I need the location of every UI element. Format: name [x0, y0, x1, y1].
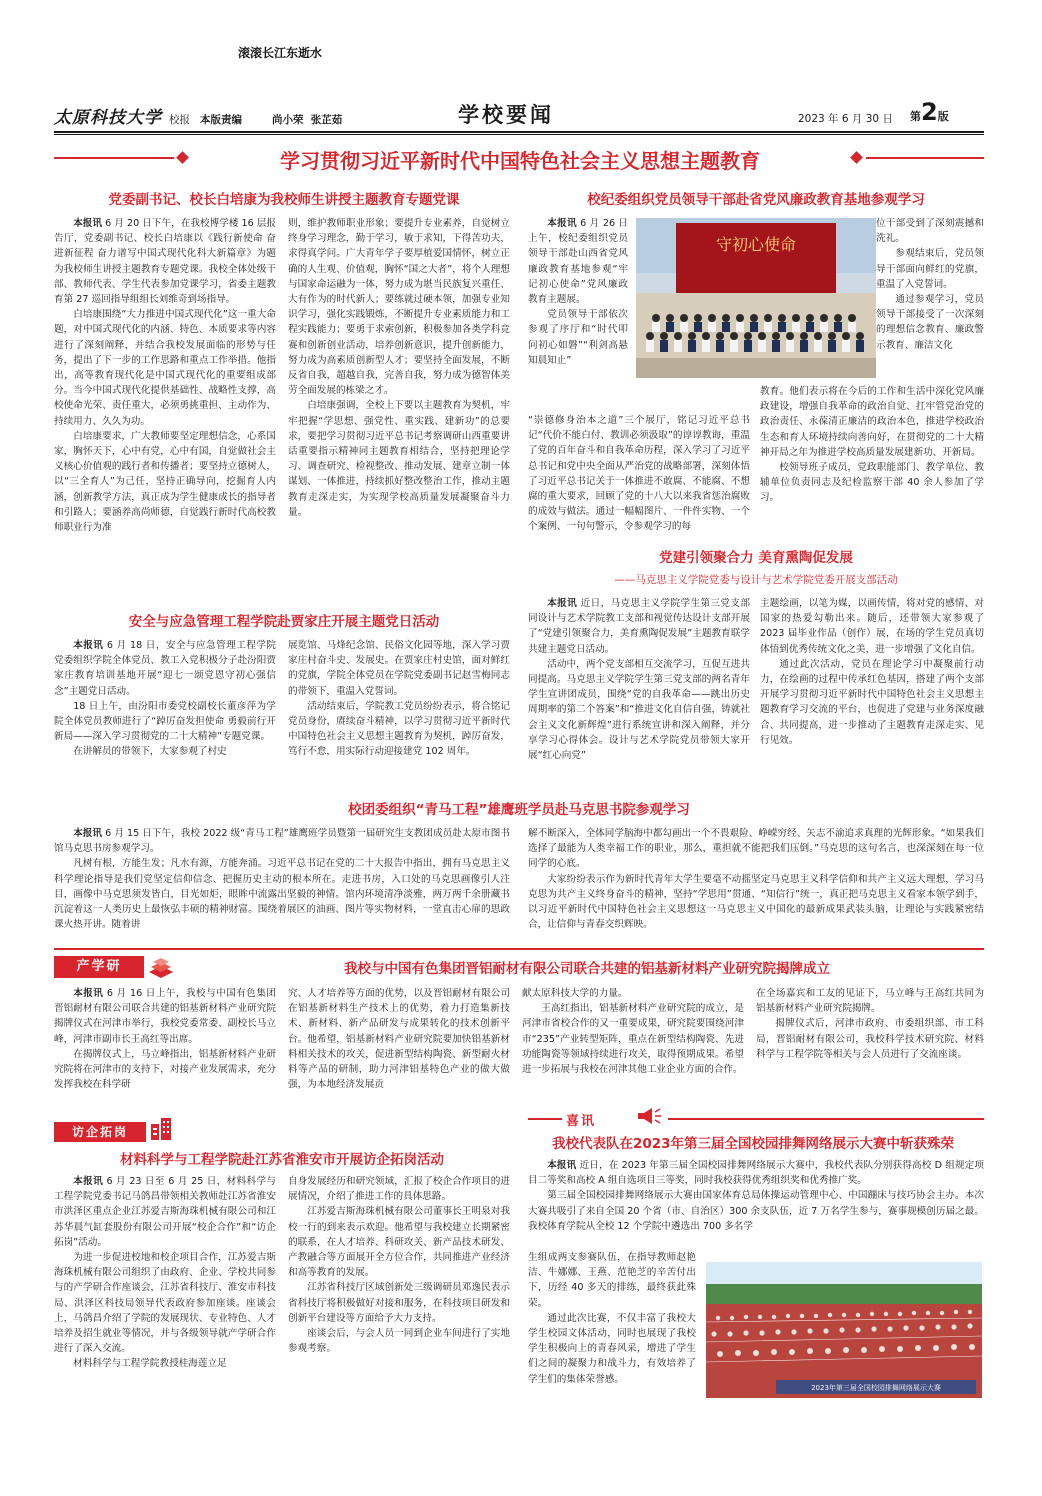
paragraph: 在揭牌仪式上，马立峰指出，铝基新材料产业研究院将在河津市的支持下，对接产业发展需求，充分发挥我校在科学研 — [54, 1048, 276, 1091]
article-6-col-3 — [522, 986, 744, 1108]
paper-name: 太原科技大学 — [54, 108, 162, 128]
paragraph: 揭牌仪式后，河津市政府、市委组织部、市工科局，晋铝耐材有限公司，我校科学技术研究院、材料科学与工程学院等相关与会人员进行了交流座谈。 — [756, 1018, 984, 1060]
banner-right-dot — [850, 151, 863, 164]
paragraph: 本报讯 近日，马克思主义学院学生第三党支部同设计与艺术学院教工支部和视觉传达设计支部开展了“党建引领聚合力，美育熏陶促发展”主题教育联学共建主题党日活动。 — [528, 598, 750, 655]
article-4-col-2 — [760, 596, 984, 794]
masthead-rule — [54, 131, 984, 133]
tag-chanxueyan: 产学研 — [54, 956, 144, 978]
issue-date: 2023 年 6 月 30 日 — [798, 113, 893, 125]
banner-right-line — [866, 157, 984, 159]
paragraph: 则，维护教师职业形象；要提升专业素养，自觉树立终身学习理念，勤于学习，敏于求知，下得苦功夫，求得真学问。广大青年学子要厚植爱国情怀，树立正确的人生观、价值观，胸怀“国之大者”，将个人理想与国家命运融为一体，努力成为堪当民族复兴重任、大有作为的时代新人；要练就过硬本领，加强专业知识学习，强化实践锻炼，不断提升专业素质能力和工程实践能力；要勇于求索创新，积极参加各类学科竞赛和创新创业活动，培养创新意识，提升创新能力，努力成为高素质创新型人才；要坚持全面发展，不断反省自我，超越自我，完善自我，努力成为德智体美劳全面发展的栋梁之才。 — [288, 218, 510, 397]
banner-left-dot — [176, 151, 189, 164]
article-2-title: 校纪委组织党员领导干部赴省党风廉政教育基地参观学习 — [587, 192, 925, 208]
section-divider — [54, 948, 984, 950]
paragraph: 教育。他们表示将在今后的工作和生活中深化党风廉政建设，增强自我革命的政治自觉、扛牢管党治党的政治责任、永葆清正廉洁的政治本色，推进学校政治生态和育人环境持续向善向好，在贯彻党的二十大精神开局之年为推进学校高质量发展建新功、开新局。 — [760, 386, 984, 458]
article-8-full — [528, 1158, 984, 1250]
article-4-title: 党建引领聚合力 美育熏陶促发展 — [659, 550, 853, 566]
article-6-title: 我校与中国有色集团晋铝耐材有限公司联合共建的铝基新材料产业研究院揭牌成立 — [344, 961, 830, 977]
paragraph: 在讲解员的带领下，大家参观了村史 — [73, 746, 227, 758]
photo-banner-text: 守初心使命 — [715, 235, 797, 254]
paragraph: 本报讯 6 月 20 日下午，在我校博学楼 16 层报告厅，党委副书记、校长白培康以《践行新使命 奋进新征程 奋力谱写中国式现代化科大新篇章》为题为我校师生讲授主题教育专题党课。我校全体处级干部、教师代表、学生代表参加党课学习，省委主题教育第 27 巡回指导组组长刘维奇到场指导。 — [54, 218, 276, 306]
paragraph: 参观结束后，党员领导干部面向鲜红的党旗，重温了入党誓词。 — [876, 248, 984, 290]
article-3-col-1 — [54, 638, 276, 796]
paragraph: 展览馆、马烽纪念馆、民俗文化园等地，深入学习贾家庄村奋斗史、发展史。在贾家庄村史馆，面对鲜红的党旗，学院全体党员在学院党委副书记赵雪梅同志的带领下，重温入党誓词。 — [288, 640, 510, 697]
article-7-title: 材料科学与工程学院赴江苏省淮安市开展访企拓岗活动 — [120, 1152, 444, 1168]
top-label: 滚滚长江东逝水 — [238, 46, 323, 60]
masthead-rule-thin — [54, 134, 984, 135]
article-2-col-2b — [760, 384, 984, 541]
article-5-col-2 — [528, 826, 984, 944]
article-6-col-4 — [756, 986, 984, 1108]
paragraph: 为进一步促进校地和校企项目合作，江苏爱吉斯海珠机械有限公司组织了由政府、企业、学校共同参与的产学研合作座谈会，江苏省科技厅、淮安市科技局、洪泽区科技局领导代表政府参加座谈。座谈会上，马鸽昌介绍了学院的发展现状、专业特色、人才培养及招生就业等情况，并与各级领导就产学研合作进行了深入交流。 — [54, 1252, 276, 1355]
paragraph: 本报讯 6 月 16 日上午，我校与中国有色集团晋铝耐材有限公司联合共建的铝基新材料产业研究院揭牌仪式在河津市举行，我校党委常委、副校长马立峰，河津市副市长王高红等出席。 — [54, 988, 276, 1045]
xixun-line-right — [668, 1118, 984, 1120]
paragraph: 第三届全国校园排舞网络展示大赛由国家体育总局体操运动管理中心、中国蹦床与技巧协会主办。本次大赛共吸引了来自全国 20 个省（市、自治区）300 余支队伍，近 7 万名学生参与，赛事规模创历届之最。我校体育学院从全校 12 个学院中遴选出 700 多名学 — [528, 1190, 984, 1232]
photo-caption: 2023年第三届全国校园排舞网络展示大赛 — [811, 1384, 941, 1392]
paragraph: 在全场嘉宾和工友的见证下，马立峰与王高红共同为铝基新材料产业研究院揭牌。 — [756, 988, 984, 1015]
paragraph: 位干部受到了深刻震撼和洗礼。 — [876, 218, 984, 245]
tag-fangqi: 访企拓岗 — [54, 1122, 146, 1142]
paragraph: 座谈会后，与会人员一同到企业车间进行了实地参观考察。 — [288, 1328, 510, 1355]
paragraph: 材料科学与工程学院教授桂海莲立足 — [73, 1358, 227, 1370]
paragraph: 白培康要求，广大教师要坚定理想信念，心系国家，胸怀天下，心中有党，心中有国，自觉做社会主义核心价值观的践行者和传播者；要坚持立德树人，以“三全育人”为己任，坚持正确导向，挖掘育人内涵，创新教学方法，真正成为学生健康成长的指导者和引路人；要涵养高尚师德，自觉践行新时代高校教师职业行为准 — [54, 430, 276, 534]
paragraph: 江苏省科技厅区域创新处三级调研员邓逸民表示省科技厅将积极做好对接和服务，在科技项目研发和创新平台建设等方面给予大力支持。 — [288, 1282, 510, 1324]
paragraph: 本报讯 6 月 23 日至 6 月 25 日，材料科学与工程学院党委书记马鸽昌带领相关教师赴江苏省淮安市洪泽区重点企业江苏爱吉斯海珠机械有限公司和江苏华晨气缸套股份有限公司开展“校企合作”和“访企拓岗”活动。 — [54, 1176, 276, 1248]
paragraph: 校领导班子成员，党政职能部门、教学单位、教辅单位负责同志及纪检监察干部 40 余人参加了学习。 — [760, 462, 984, 504]
article-2-col-1 — [528, 216, 628, 413]
editors: 尚小荣 张芷茹 — [272, 114, 343, 126]
paragraph: 究、人才培养等方面的优势，以及晋铝耐材有限公司在铝基新材料生产技术上的优势，着力打造集新技术、新材料、新产品研发与成果转化的技术创新平台。他希望，铝基新材料产业研究院要加快铝基新材料相关技术的攻关，促进新型结构陶瓷、新型耐火材料等产品的研制，助力河津铝基特色产业的做大做强，为本地经济发展贡 — [288, 988, 510, 1091]
article-2-col-1b — [528, 413, 750, 541]
paragraph: 本报讯 近日，在 2023 年第三届全国校园排舞网络展示大赛中，我校代表队分别获得高校 D 组规定项目二等奖和高校 A 组自选项目三等奖，同时我校获得优秀组织奖和优秀推广奖。 — [528, 1160, 984, 1187]
article-4-col-1 — [528, 596, 750, 794]
paper-suffix: 校报 — [169, 114, 190, 126]
paragraph: 献太原科技大学的力量。 — [522, 988, 628, 999]
article-5-col-1 — [54, 826, 510, 944]
paragraph: 党员领导干部依次参观了序厅和“时代叩问初心如磐”“利剑高悬知晨知止” — [528, 309, 628, 366]
paragraph: 18 日上午，由汾阳市委党校副校长董彦萍为学院全体党员教师进行了“踔厉奋发担使命 勇毅前行开新局——深入学习贯彻党的二十大精神”专题党课。 — [54, 700, 276, 743]
article-5-title: 校团委组织“青马工程”雄鹰班学员赴马克思书院参观学习 — [348, 802, 690, 818]
editor-label: 本版责编 — [200, 114, 242, 126]
paragraph: 大家纷纷表示作为新时代青年大学生要毫不动摇坚定马克思主义科学信仰和共产主义远大理想，学习马克思为共产主义终身奋斗的精神，坚持“学思用”贯通、“知信行”统一，真正把马克思主义看家本领学到手，以习近平新时代中国特色社会主义思想这一马克思主义中国化的最新成果武装头脑，让理论与实践紧密结合，让信仰与青春交织辉映。 — [528, 873, 984, 931]
article-1-col-2 — [288, 216, 510, 600]
paragraph: 白培康强调，全校上下要以主题教育为契机，牢牢把握“学思想、强党性、重实践、建新功”的总要求，要把学习贯彻习近平总书记考察调研山西重要讲话重要指示精神同主题教育相结合，坚持把理论学习、调查研究、检视整改、推动发展、建章立制一体谋划、一体推进，持续抓好整改整治工作，推动主题教育走深走实，为实现学校高质量发展凝聚奋斗力量。 — [288, 400, 510, 518]
page-number: 第2版 — [910, 98, 949, 126]
paragraph: 本报讯 6 月 26 日上午，校纪委组织党员领导干部赴山西省党风廉政教育基地参观“牢记初心使命”党风廉政教育主题展。 — [528, 218, 628, 306]
xixun-line-left — [528, 1118, 562, 1120]
paragraph: 通过此次活动，党员在理论学习中凝聚前行动力，在绘画的过程中传承红色基因，搭建了两个支部开展学习贯彻习近平新时代中国特色社会主义思想主题教育学习交流的平台，也促进了党建与业务深度融合、共同提高，进一步推动了主题教育走深走实、见行见效。 — [760, 658, 984, 746]
paragraph: 王高红指出，铝基新材料产业研究院的成立，是河津市省校合作的又一重要成果，研究院要围绕河津市“235”产业转型矩阵，重点在新型结构陶瓷、先进功能陶瓷等领域持续进行攻关，取得预期成果。希望进一步拓展与我校在河津其他工业企业方面的合作。 — [522, 1003, 744, 1076]
theme-banner-title: 学习贯彻习近平新时代中国特色社会主义思想主题教育 — [280, 149, 760, 173]
building-icon — [148, 1116, 174, 1142]
book-icon — [146, 952, 176, 980]
article-8-title: 我校代表队在2023年第三届全国校园排舞网络展示大赛中斩获殊荣 — [551, 1136, 955, 1152]
article-8-photo — [706, 1262, 982, 1398]
paragraph: 白培康围绕“大力推进中国式现代化”这一重大命题，对中国式现代化的内涵、特色、本质要求等内容进行了深刻阐释，并结合我校发展面临的形势与任务，提出了下一步的工作思路和重点工作举措。他指出，高等教育现代化是中国式现代化的重要组成部分。当今中国式现代化提供基础性、战略性支撑，高校使命光荣、责任重大，必须勇挑重担、主动作为、持续用力、久久为功。 — [54, 309, 276, 427]
paragraph: 自身发展经历和研究领域，汇报了校企合作项目的进展情况，介绍了推进工作的具体思路。 — [288, 1176, 510, 1203]
paragraph: 活动结束后，学院教工党员纷纷表示，将合铭记党员身份，赓续奋斗精神，以学习贯彻习近平新时代中国特色社会主义思想主题教育为契机，踔厉奋发，笃行不怠，用实际行动迎接建党 102 周年。 — [288, 700, 510, 758]
paragraph: 本报讯 6 月 18 日，安全与应急管理工程学院党委组织学院全体党员、教工入党积极分子赴汾阳贾家庄教育培训基地开展“迎七一颂党恩守初心强信念”主题党日活动。 — [54, 640, 276, 697]
article-2-photo — [636, 218, 876, 378]
section-title: 学校要闻 — [458, 103, 554, 127]
paragraph: 通过参观学习，党员领导干部接受了一次深刻的理想信念教育、廉政警示教育、廉洁文化 — [876, 294, 984, 351]
article-4-subtitle: ——马克思主义学院党委与设计与艺术学院党委开展支部活动 — [614, 574, 898, 586]
paragraph: “崇德修身治本之道”三个展厅，铭记习近平总书记“代价不能白付、教训必须汲取”的谆谆教诲，重温了党的百年奋斗和自我革命历程，深入学习了习近平总书记和党中央全面从严治党的战略部署，深刻体悟了习近平总书记关于一体推进不敢腐、不能腐、不想腐的重大要求，回顾了党的十八大以来我省惩治腐败的成效与做法。通过一幅幅图片、一件件实物、一个个案例、一句句警示，令参观学习的每 — [528, 415, 750, 533]
paragraph: 解不断深入，全体同学脑海中都勾画出一个不畏艰险、峥嵘穷经、矢志不渝追求真理的光辉形象。“如果我们选择了最能为人类幸福工作的职业，那么，重担就不能把我们压倒。”马克思的这句名言，也深深刻在每一位同学的心底。 — [528, 828, 984, 870]
paragraph: 通过此次比赛，不仅丰富了我校大学生校园文体活动，同时也展现了我校学生积极向上的青春风采，增进了学生们之间的凝聚力和战斗力，有效培养了学生们的集体荣誉感。 — [528, 1312, 696, 1385]
article-1-col-1 — [54, 216, 276, 600]
article-2-col-2 — [876, 216, 984, 384]
article-1-title: 党委副书记、校长白培康为我校师生讲授主题教育专题党课 — [108, 192, 460, 208]
article-6-col-1 — [54, 986, 276, 1108]
megaphone-icon — [636, 1106, 662, 1126]
article-7-col-2 — [288, 1174, 510, 1438]
paragraph: 活动中，两个党支部相互交流学习，互促互进共同提高。马克思主义学院学生第三党支部的两名青年学生宣讲团成员，围绕“党的自我革命——跳出历史周期率的第二个答案”和“推进文化自信自强，铸就社会主义文化新辉煌”进行系统宣讲和深入阐释，并分享学习心得体会。设计与艺术学院党员带领大家开展“红心向党” — [528, 658, 750, 762]
article-8-col-1 — [528, 1250, 696, 1396]
article-3-col-2 — [288, 638, 510, 796]
paragraph: 本报讯 6 月 15 日下午，我校 2022 级“青马工程”雄鹰班学员暨第一届研究生支教团成员赴太原市图书馆马克思书房参观学习。 — [54, 828, 510, 855]
article-6-col-2 — [288, 986, 510, 1108]
tag-xixun: 喜讯 — [566, 1114, 597, 1129]
banner-left-line — [54, 157, 174, 159]
article-3-title: 安全与应急管理工程学院赴贾家庄开展主题党日活动 — [128, 614, 440, 630]
article-7-col-1 — [54, 1174, 276, 1438]
paragraph: 生组成两支参赛队伍，在指导教师赵艳洁、牛娜娜、王燕、范艳芝的辛苦付出下，历经 40 多天的排练，最终获此殊荣。 — [528, 1252, 696, 1309]
paragraph: 江苏爱吉斯海珠机械有限公司董事长王明泉对我校一行的到来表示欢迎。他希望与我校建立长期紧密的联系，在人才培养、科研攻关、新产品技术研发、产教融合等方面展开全方位合作，共同推进产业经济和高等教育的发展。 — [288, 1206, 510, 1279]
paragraph: 凡树有根，方能生发；凡水有源，方能奔涌。习近平总书记在党的二十大报告中指出，拥有马克思主义科学理论指导是我们党坚定信仰信念、把握历史主动的根本所在。走进书房，入口处的马克思画像引人注目，画像中马克思须发皆白，目光如炬，眼眸中流露出坚毅的神情。馆内环境清净淡雅，两万两千余册藏书沉淀着这一人类历史上最恢弘丰硕的精神财富。围绕着展区的油画、图片等实物材料，一堂直击心扉的思政课火热开讲。随着讲 — [54, 858, 510, 931]
paragraph: 主题绘画，以笔为媒，以画传情，将对党的感情、对国家的热爱勾勒出来。随后，还带领大家参观了 2023 届毕业作品（创作）展，在场的学生党员真切体悟到优秀传统文化之美，进一步增强了文化自信。 — [760, 598, 984, 655]
